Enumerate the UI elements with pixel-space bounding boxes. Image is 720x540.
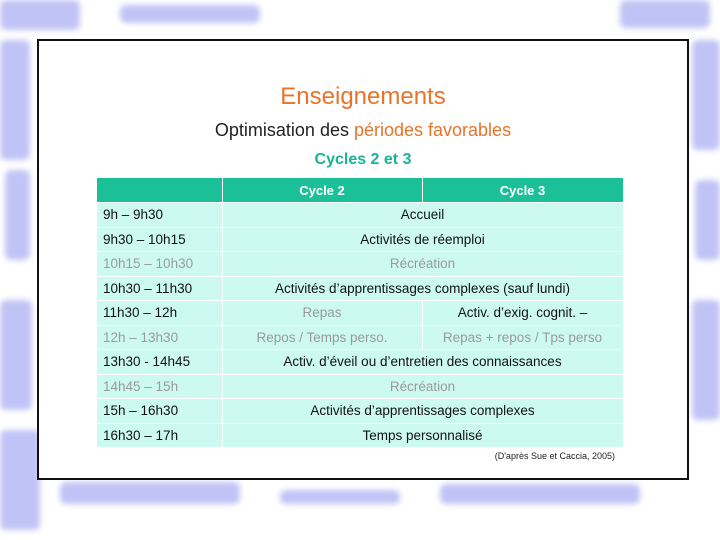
header-time <box>97 178 222 203</box>
row-cycle-3: Repas + repos / Tps perso <box>422 325 623 350</box>
row-time: 13h30 - 14h45 <box>97 350 222 375</box>
row-time: 15h – 16h30 <box>97 399 222 424</box>
row-time: 12h – 13h30 <box>97 325 222 350</box>
row-cycle-2: Repas <box>222 301 422 326</box>
table-row <box>97 301 623 326</box>
table-row <box>97 325 623 350</box>
row-cycle-3: Activ. d’exig. cognit. – <box>422 301 623 326</box>
schedule-table <box>97 178 624 447</box>
table-row <box>97 350 623 375</box>
row-time: 9h30 – 10h15 <box>97 227 222 252</box>
row-activity: Récréation <box>222 374 623 399</box>
table-row <box>97 227 623 252</box>
table-row <box>97 203 623 228</box>
source-citation: (D'après Sue et Caccia, 2005) <box>494 451 615 461</box>
cycles-heading: Cycles 2 et 3 <box>314 151 412 168</box>
row-time: 14h45 – 15h <box>97 374 222 399</box>
row-activity: Activ. d’éveil ou d’entretien des connaissances <box>222 350 623 375</box>
table-row <box>97 374 623 399</box>
row-activity: Accueil <box>222 203 623 228</box>
table-row <box>97 423 623 447</box>
table-header-row <box>97 178 623 203</box>
row-activity: Temps personnalisé <box>222 423 623 447</box>
row-time: 10h30 – 11h30 <box>97 276 222 301</box>
subtitle-accent-text: périodes favorables <box>353 120 512 140</box>
table-row <box>97 399 623 424</box>
header-cycle-2: Cycle 2 <box>222 178 422 203</box>
row-time: 16h30 – 17h <box>97 423 222 447</box>
row-activity: Activités de réemploi <box>222 227 623 252</box>
row-activity: Activités d’apprentissages complexes <box>222 399 623 424</box>
row-cycle-2: Repos / Temps perso. <box>222 325 422 350</box>
table-row <box>97 252 623 277</box>
row-time: 9h – 9h30 <box>97 203 222 228</box>
row-activity: Activités d’apprentissages complexes (sauf lundi) <box>222 276 623 301</box>
slide-title: Enseignements <box>280 83 446 110</box>
slide-panel <box>37 39 689 480</box>
subtitle-text: Optimisation des <box>214 120 354 140</box>
table-row <box>97 276 623 301</box>
slide-subtitle <box>39 120 687 141</box>
row-time: 11h30 – 12h <box>97 301 222 326</box>
header-cycle-3: Cycle 3 <box>422 178 623 203</box>
row-time: 10h15 – 10h30 <box>97 252 222 277</box>
row-activity: Récréation <box>222 252 623 277</box>
